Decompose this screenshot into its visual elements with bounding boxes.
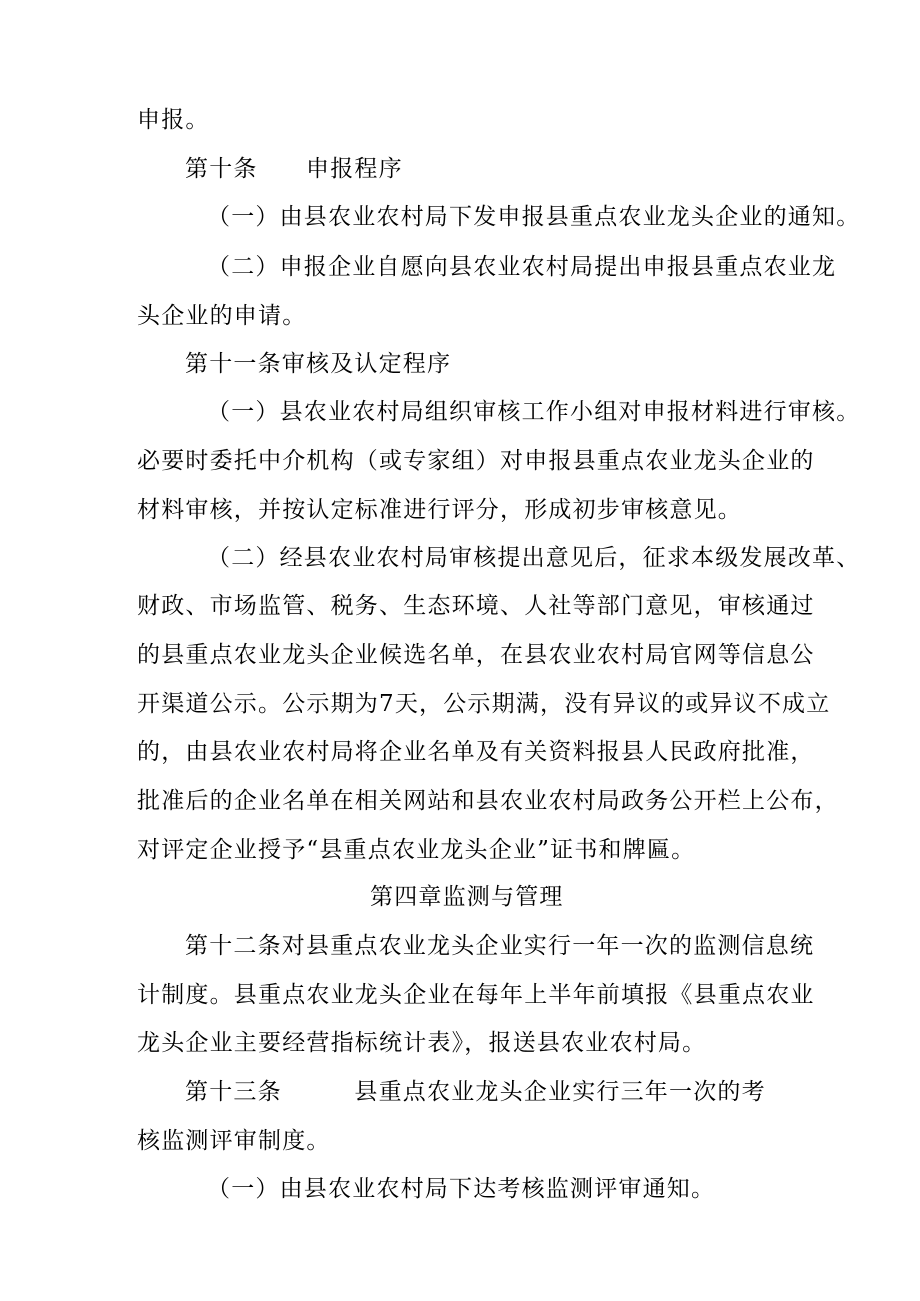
article-11-heading: 第十一条审核及认定程序 [185, 351, 452, 377]
article-10-heading: 第十条 申报程序 [185, 156, 403, 182]
text-line-13: 开渠道公示。公示期为7天，公示期满，没有异议的或异议不成立 [137, 691, 831, 717]
text-line-1: 申报。 [137, 107, 210, 133]
text-line-19: 计制度。县重点农业龙头企业在每年上半年前填报《县重点农业 [137, 982, 815, 1008]
text-line-20: 龙头企业主要经营指标统计表》，报送县农业农村局。 [137, 1030, 707, 1056]
text-line-4: （二）申报企业自愿向县农业农村局提出申报县重点农业龙 [207, 254, 837, 280]
text-line-14: 的，由县农业农村局将企业名单及有关资料报县人民政府批准， [137, 739, 815, 765]
article-12-text: 第十二条对县重点农业龙头企业实行一年一次的监测信息统 [185, 933, 815, 959]
chapter-4-heading: 第四章监测与管理 [370, 884, 564, 910]
text-line-10: （二）经县农业农村局审核提出意见后，征求本级发展改革、 [207, 545, 861, 571]
text-line-22: 核监测评审制度。 [137, 1128, 331, 1154]
text-line-23: （一）由县农业农村局下达考核监测评审通知。 [207, 1176, 716, 1202]
article-13-text: 第十三条 县重点农业龙头企业实行三年一次的考 [185, 1079, 766, 1105]
text-line-15: 批准后的企业名单在相关网站和县农业农村局政务公开栏上公布， [137, 788, 839, 814]
text-line-5: 头企业的申请。 [137, 303, 307, 329]
text-line-3: （一）由县农业农村局下发申报县重点农业龙头企业的通知。 [207, 204, 861, 230]
text-line-11: 财政、市场监管、税务、生态环境、人社等部门意见，审核通过 [137, 593, 815, 619]
text-line-7: （一）县农业农村局组织审核工作小组对申报材料进行审核。 [207, 399, 861, 425]
text-line-12: 的县重点农业龙头企业候选名单，在县农业农村局官网等信息公 [137, 642, 815, 668]
text-line-8: 必要时委托中介机构（或专家组）对申报县重点农业龙头企业的 [137, 448, 815, 474]
text-line-9: 材料审核，并按认定标准进行评分，形成初步审核意见。 [137, 497, 742, 523]
text-line-16: 对评定企业授予“县重点农业龙头企业”证书和牌匾。 [137, 837, 696, 863]
